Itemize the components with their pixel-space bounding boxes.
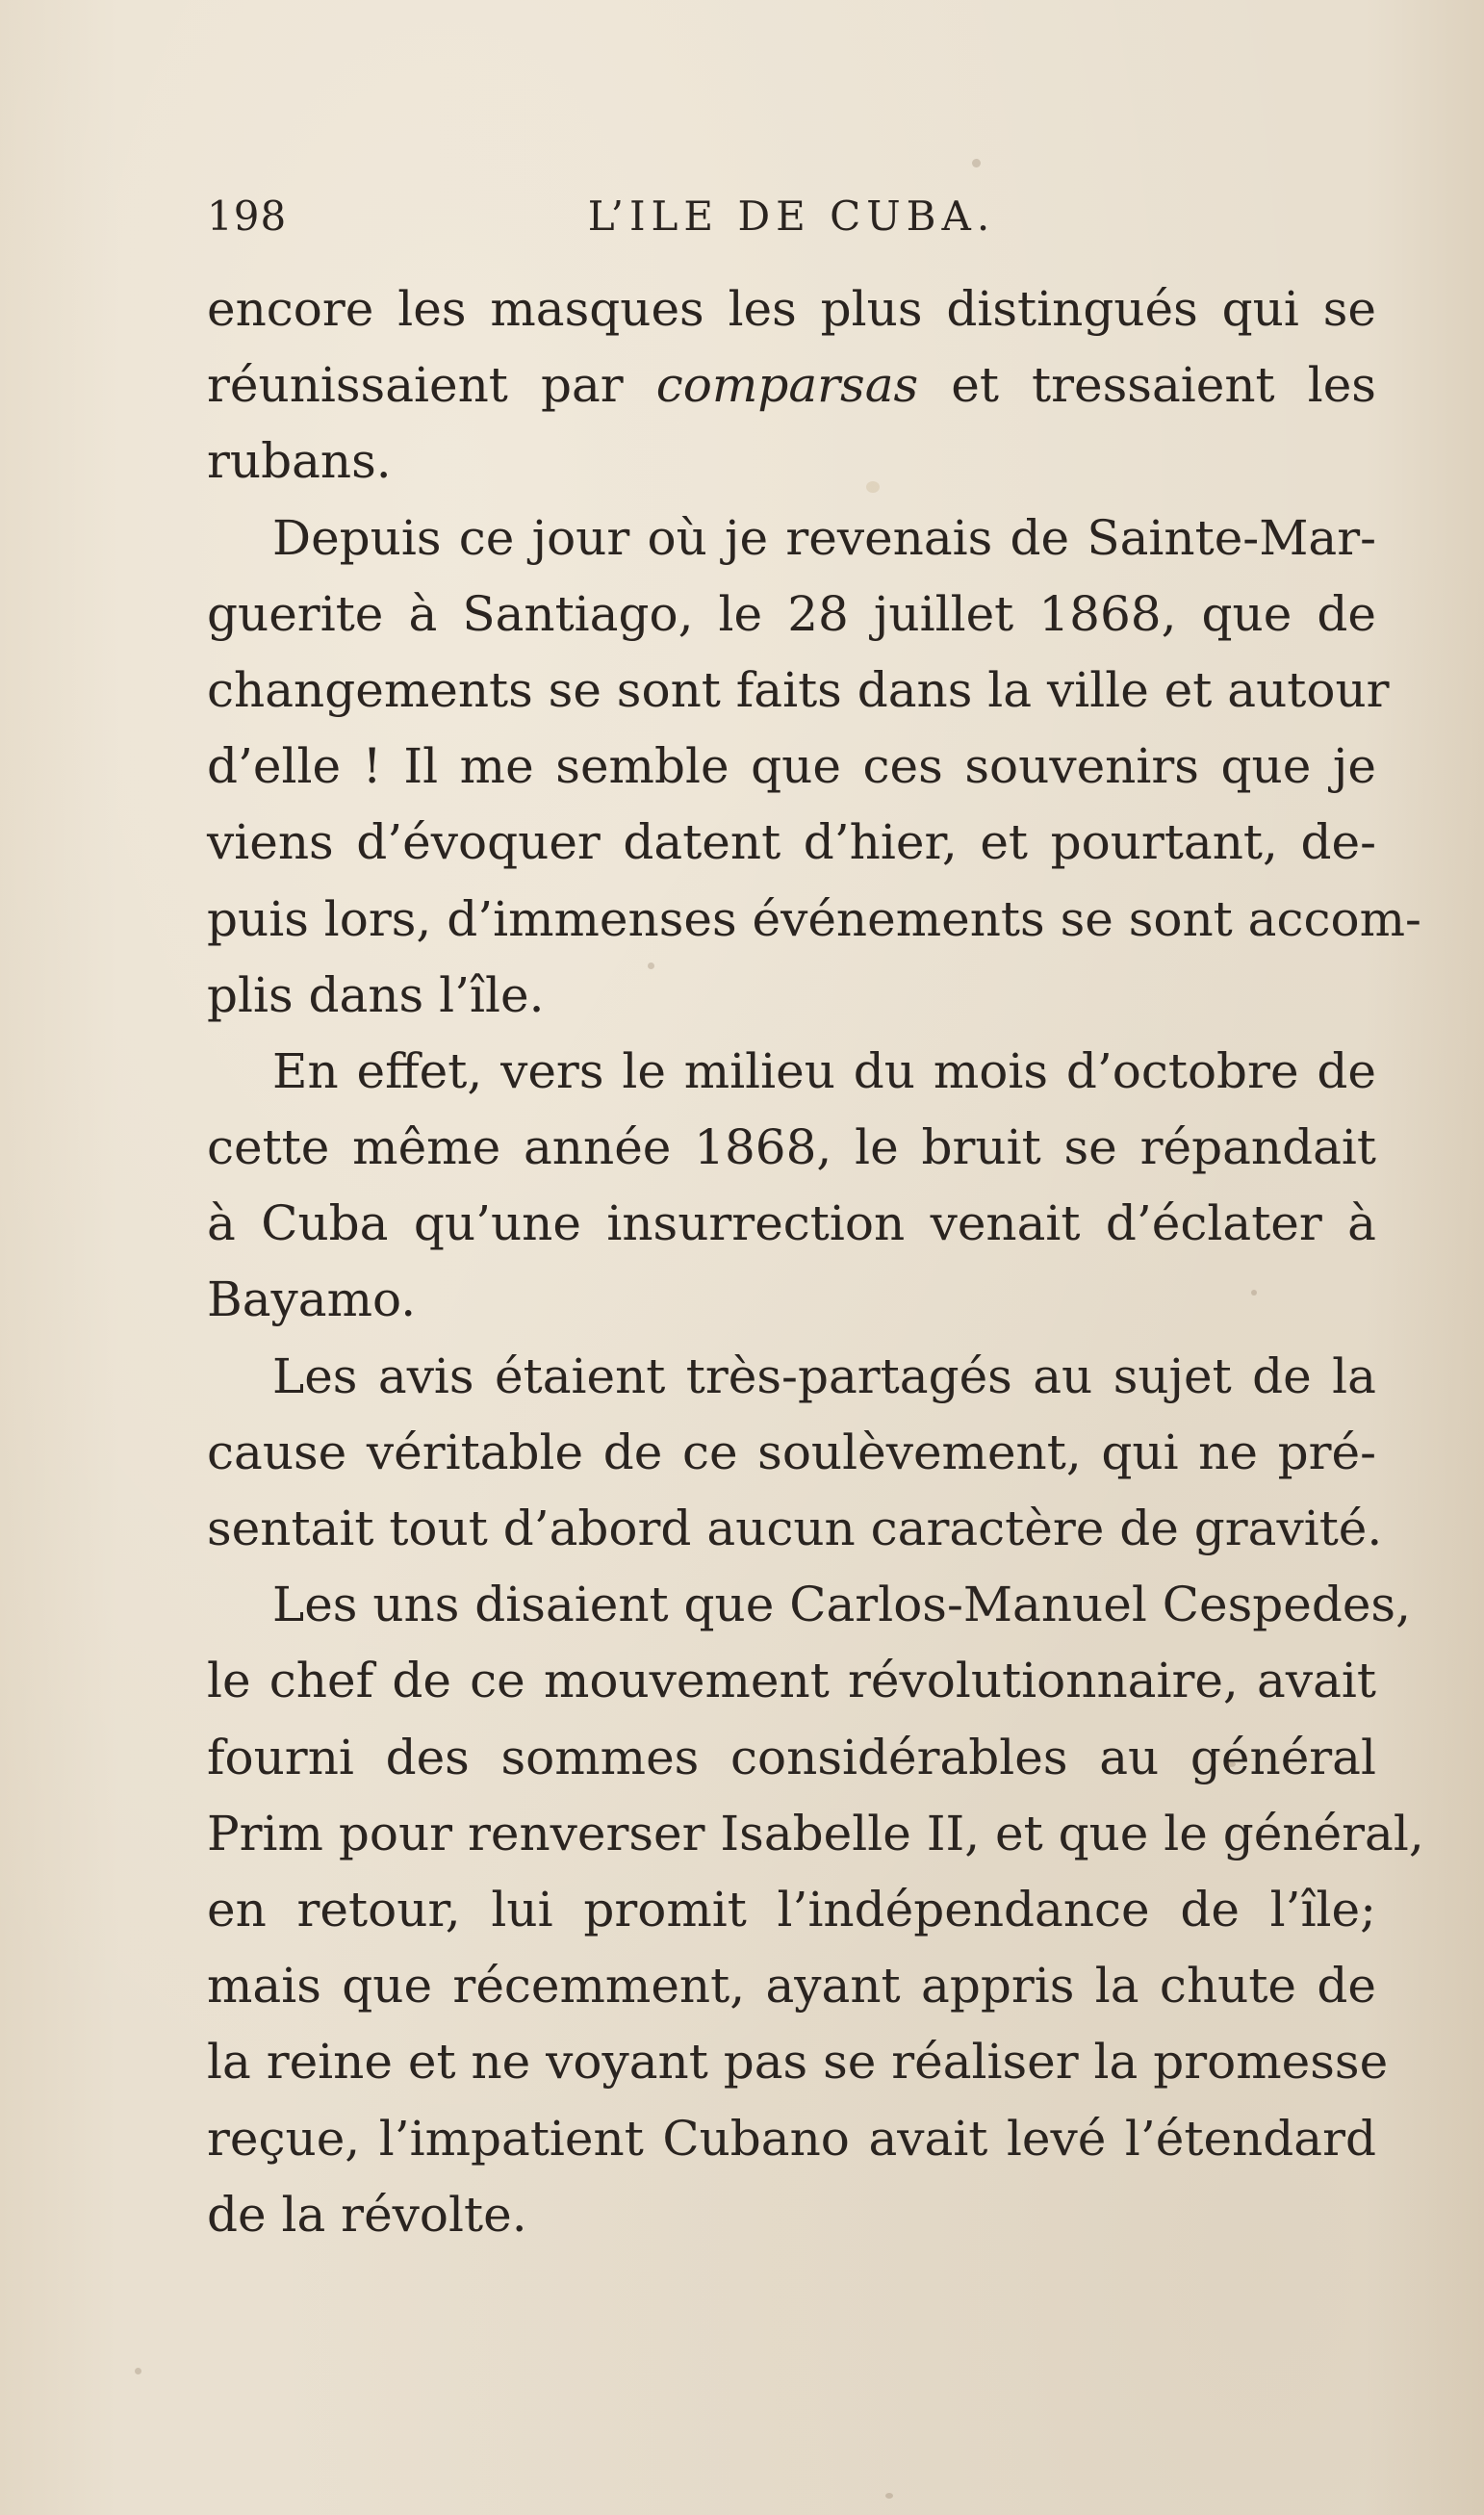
- paragraph-first-line: Les uns disaient que Carlos-Manuel Cespedes,: [272, 1577, 1411, 1633]
- text-line: sentait tout d’abord aucun caractère de gravité.: [207, 1501, 1383, 1556]
- paper-spot: [972, 159, 981, 167]
- paper-spot: [885, 2493, 893, 2499]
- paragraph-first-line: En effet, vers le milieu du mois d’octobre de: [272, 1042, 1376, 1099]
- page-header: [207, 192, 1376, 250]
- paper-spot: [1251, 1290, 1257, 1296]
- text-line: plis dans l’île.: [207, 966, 545, 1023]
- text-line: changements se sont faits dans la ville et autour: [207, 661, 1390, 718]
- text-line: encore les masques les plus distingués qui se: [207, 281, 1376, 337]
- text-line: viens d’évoquer datent d’hier, et pourtant, de-: [207, 814, 1376, 871]
- text-line: à Cuba qu’une insurrection venait d’éclater à: [207, 1195, 1376, 1252]
- text-line: cause véritable de ce soulèvement, qui ne pré-: [207, 1424, 1376, 1480]
- text-line: d’elle ! Il me semble que ces souvenirs que je: [207, 738, 1376, 795]
- paragraph-first-line: Les avis étaient très-partagés au sujet de la: [272, 1347, 1376, 1404]
- text-line: puis lors, d’immenses événements se sont accom-: [207, 890, 1421, 947]
- text-line: de la révolte.: [207, 2186, 527, 2243]
- paper-spot: [648, 962, 654, 969]
- page-number: 198: [207, 192, 288, 240]
- text-line: Prim pour renverser Isabelle II, et que le général,: [207, 1805, 1424, 1861]
- paper-spot: [135, 2368, 141, 2374]
- text-line: mais que récemment, ayant appris la chute de: [207, 1958, 1376, 2015]
- text-line: le chef de ce mouvement révolutionnaire, avait: [207, 1653, 1376, 1709]
- paragraph-first-line: Depuis ce jour où je revenais de Sainte-Mar-: [272, 509, 1376, 566]
- body-text: [207, 271, 1424, 2253]
- italic-term: comparsas: [655, 357, 919, 414]
- text-line: en retour, lui promit l’indépendance de l’île;: [207, 1881, 1376, 1938]
- paper-spot: [1227, 1761, 1236, 1767]
- running-title: L’ILE DE CUBA.: [587, 192, 996, 240]
- paper-spot: [866, 481, 880, 493]
- text-line: Bayamo.: [207, 1271, 417, 1328]
- text-line: cette même année 1868, le bruit se répandait: [207, 1119, 1376, 1176]
- text-line: la reine et ne voyant pas se réaliser la promesse: [207, 2034, 1389, 2091]
- text-line: fourni des sommes considérables au général: [207, 1729, 1376, 1785]
- text-line: guerite à Santiago, le 28 juillet 1868, que de: [207, 585, 1376, 642]
- text-line: reçue, l’impatient Cubano avait levé l’étendard: [207, 2110, 1376, 2167]
- text-line: rubans.: [207, 433, 392, 490]
- text-line: réunissaient par comparsas et tressaient les: [207, 357, 1376, 414]
